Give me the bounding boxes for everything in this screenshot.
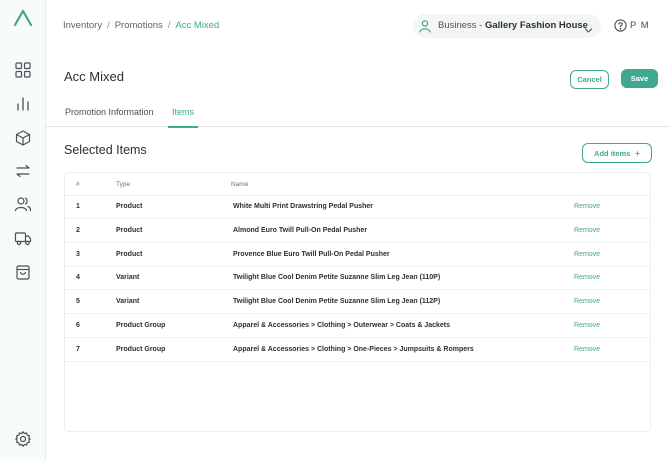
tab-promotion-information[interactable]: Promotion Information bbox=[65, 107, 154, 117]
items-table bbox=[64, 172, 651, 432]
remove-button[interactable]: Remove bbox=[574, 227, 601, 234]
page-title: Acc Mixed bbox=[64, 69, 124, 84]
table-row bbox=[65, 243, 650, 267]
user-icon bbox=[417, 18, 433, 34]
user-avatar-initials[interactable]: P M bbox=[630, 20, 650, 31]
column-header-type: Type bbox=[116, 181, 131, 188]
row-number: 6 bbox=[76, 322, 80, 329]
box-icon[interactable] bbox=[14, 129, 32, 147]
grid-icon[interactable] bbox=[14, 61, 32, 79]
row-type: Variant bbox=[116, 298, 140, 305]
table-row bbox=[65, 314, 650, 338]
business-selector[interactable] bbox=[413, 14, 601, 38]
shopping-bag-icon[interactable] bbox=[14, 263, 32, 281]
table-header bbox=[65, 173, 650, 196]
gear-icon[interactable] bbox=[14, 430, 32, 448]
column-header-name: Name bbox=[231, 181, 249, 188]
sidebar bbox=[0, 0, 46, 460]
row-number: 3 bbox=[76, 251, 80, 258]
column-header-number: # bbox=[76, 181, 80, 188]
remove-button[interactable]: Remove bbox=[574, 274, 601, 281]
row-name: Apparel & Accessories > Clothing > One-Pieces > Jumpsuits & Rompers bbox=[233, 346, 474, 353]
row-name: White Multi Print Drawstring Pedal Pusher bbox=[233, 203, 374, 210]
row-number: 4 bbox=[76, 274, 80, 281]
truck-icon[interactable] bbox=[14, 229, 32, 247]
business-prefix: Business - bbox=[438, 20, 485, 31]
row-number: 2 bbox=[76, 227, 80, 234]
row-type: Variant bbox=[116, 274, 140, 281]
row-type: Product bbox=[116, 251, 143, 258]
row-name: Apparel & Accessories > Clothing > Outerwear > Coats & Jackets bbox=[233, 322, 451, 329]
table-row bbox=[65, 219, 650, 243]
help-icon[interactable] bbox=[614, 19, 627, 32]
table-row bbox=[65, 290, 650, 314]
remove-button[interactable]: Remove bbox=[574, 251, 601, 258]
tab-items[interactable]: Items bbox=[172, 107, 194, 127]
business-label bbox=[438, 20, 588, 31]
remove-button[interactable]: Remove bbox=[574, 322, 601, 329]
table-row bbox=[65, 195, 650, 219]
breadcrumb-inventory[interactable]: Inventory bbox=[63, 20, 103, 31]
breadcrumb-separator: / bbox=[167, 20, 171, 31]
users-icon[interactable] bbox=[14, 195, 32, 213]
row-number: 7 bbox=[76, 346, 80, 353]
section-title: Selected Items bbox=[64, 143, 147, 157]
row-type: Product bbox=[116, 203, 143, 210]
add-items-button[interactable] bbox=[582, 143, 652, 163]
remove-button[interactable]: Remove bbox=[574, 203, 601, 210]
row-name: Provence Blue Euro Twill Pull-On Pedal Pusher bbox=[233, 251, 390, 258]
topbar bbox=[46, 0, 670, 52]
save-button[interactable]: Save bbox=[621, 69, 658, 88]
chevron-down-icon bbox=[584, 22, 593, 31]
row-number: 1 bbox=[76, 203, 80, 210]
bar-chart-icon[interactable] bbox=[14, 95, 32, 113]
caret-logo-icon[interactable] bbox=[13, 9, 33, 27]
breadcrumb-current: Acc Mixed bbox=[175, 20, 220, 31]
row-type: Product Group bbox=[116, 346, 166, 353]
row-name: Twilight Blue Cool Denim Petite Suzanne Slim Leg Jean (112P) bbox=[233, 298, 441, 305]
remove-button[interactable]: Remove bbox=[574, 298, 601, 305]
add-items-label: Add items bbox=[594, 148, 631, 158]
cancel-button[interactable]: Cancel bbox=[570, 70, 609, 89]
remove-button[interactable]: Remove bbox=[574, 346, 601, 353]
row-name: Twilight Blue Cool Denim Petite Suzanne Slim Leg Jean (110P) bbox=[233, 274, 441, 281]
breadcrumb-separator: / bbox=[107, 20, 110, 31]
breadcrumb-promotions[interactable]: Promotions bbox=[114, 20, 163, 31]
breadcrumb bbox=[63, 20, 219, 31]
row-name: Almond Euro Twill Pull-On Pedal Pusher bbox=[233, 227, 368, 234]
row-number: 5 bbox=[76, 298, 80, 305]
row-type: Product Group bbox=[116, 322, 166, 329]
plus-icon: + bbox=[635, 148, 640, 158]
row-type: Product bbox=[116, 227, 143, 234]
arrows-swap-icon[interactable] bbox=[14, 162, 32, 180]
tab-bar bbox=[46, 102, 670, 127]
business-name: Gallery Fashion House bbox=[485, 20, 588, 31]
table-row bbox=[65, 338, 650, 362]
table-row bbox=[65, 266, 650, 290]
